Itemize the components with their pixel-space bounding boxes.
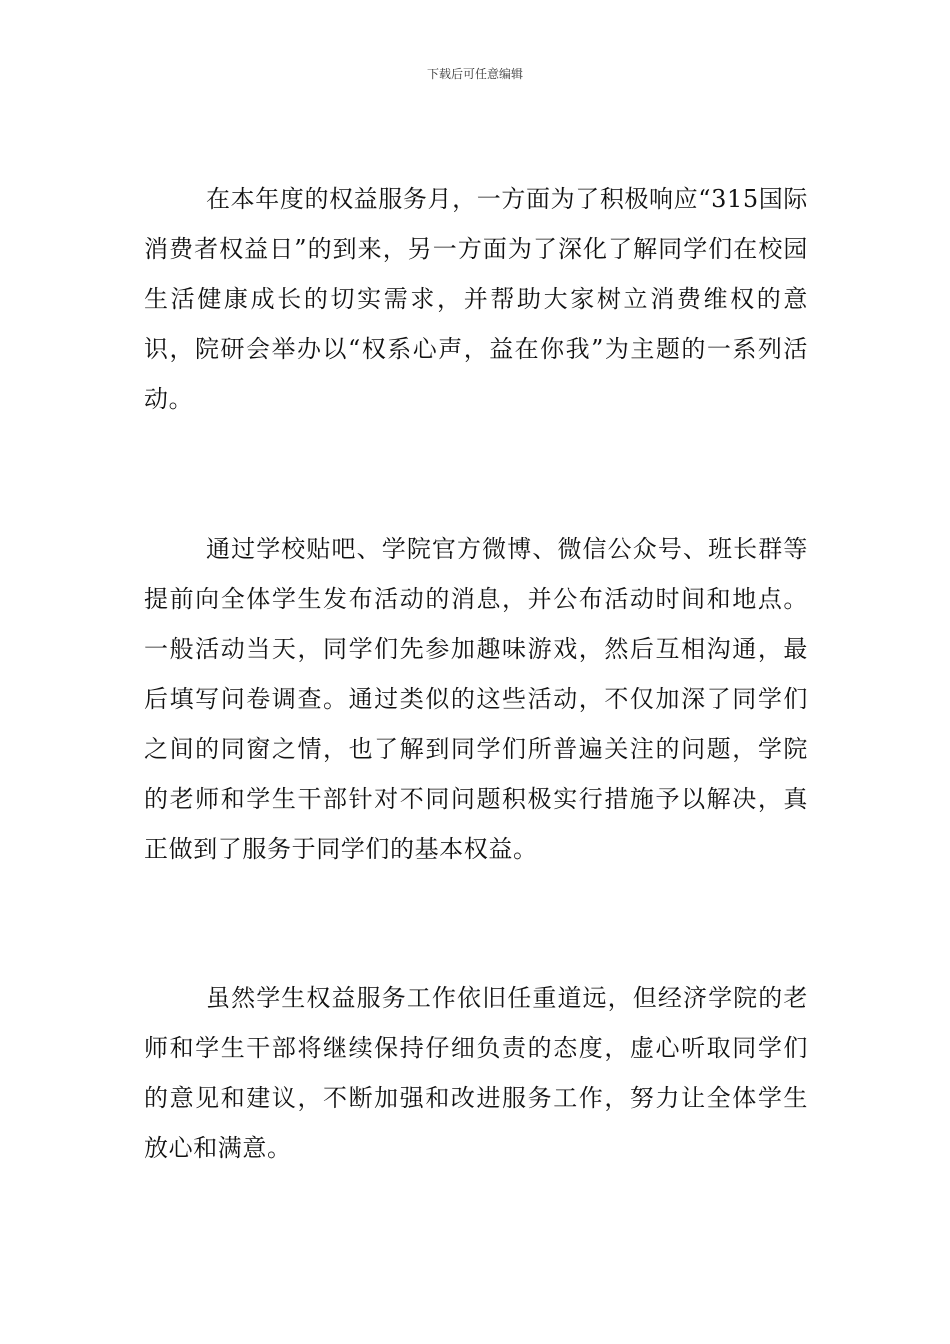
body-paragraph-1: 在本年度的权益服务月，一方面为了积极响应“315国际消费者权益日”的到来，另一方面为了深化了解同学们在校园生活健康成长的切实需求，并帮助大家树立消费维权的意识，院研会举办以“权系心声，益在你我”为主题的一系列活动。 (144, 185, 808, 413)
body-paragraph-3: 虽然学生权益服务工作依旧任重道远，但经济学院的老师和学生干部将继续保持仔细负责的态度，虚心听取同学们的意见和建议，不断加强和改进服务工作，努力让全体学生放心和满意。 (144, 984, 808, 1162)
header-note: 下载后可任意编辑 (426, 67, 523, 81)
body-paragraph-2: 通过学校贴吧、学院官方微博、微信公众号、班长群等提前向全体学生发布活动的消息，并公布活动时间和地点。一般活动当天，同学们先参加趣味游戏，然后互相沟通，最后填写问卷调查。通过类似的这些活动，不仅加深了同学们之间的同窗之情，也了解到同学们所普遍关注的问题，学院的老师和学生干部针对不同问题积极实行措施予以解决，真正做到了服务于同学们的基本权益。 (144, 535, 808, 863)
